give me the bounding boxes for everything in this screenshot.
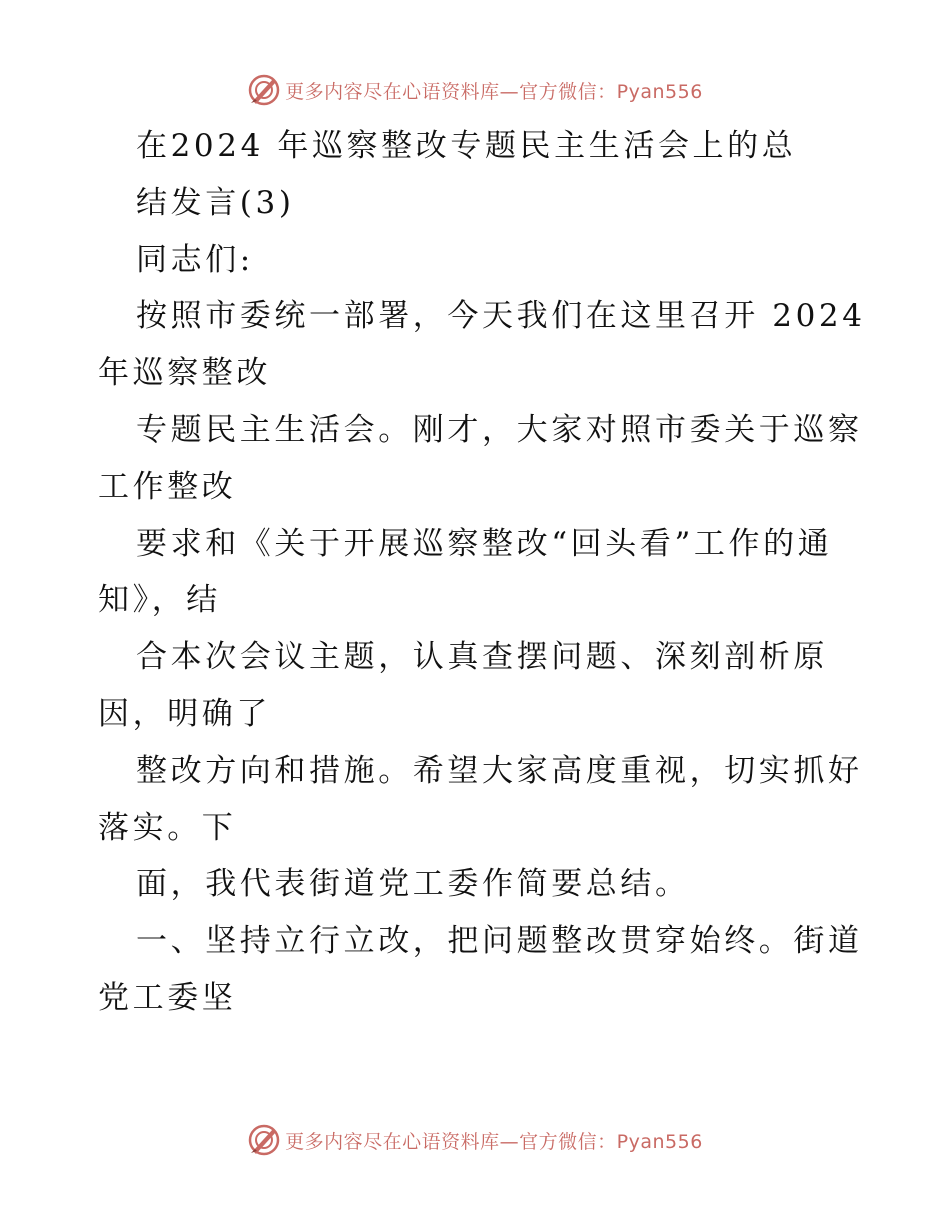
salutation: 同志们: [136, 241, 254, 278]
header-watermark-text: 更多内容尽在心语资料库—官方微信：Pyan556 [285, 80, 703, 103]
title-line-2: 结发言(3) [136, 184, 295, 221]
document-body [98, 118, 866, 1027]
pen-logo-icon [247, 73, 281, 107]
paragraph-line: 落实。下 [98, 809, 237, 846]
paragraph-line: 年巡察整改 [98, 355, 271, 392]
paragraph-line: 面，我代表街道党工委作简要总结。 [136, 866, 690, 903]
footer-watermark [0, 1120, 950, 1160]
title-line-1: 在2024 年巡察整改专题民主生活会上的总 [136, 128, 797, 164]
pen-logo-icon [247, 1123, 281, 1157]
paragraph-line: 按照市委统一部署，今天我们在这里召开 2024 [136, 298, 866, 335]
paragraph-line: 党工委坚 [98, 979, 237, 1016]
footer-watermark-text: 更多内容尽在心语资料库—官方微信：Pyan556 [285, 1130, 703, 1153]
section-heading-line: 一、坚持立行立改，把问题整改贯穿始终。街道 [136, 923, 863, 960]
paragraph-line: 要求和《关于开展巡察整改“回头看”工作的通 [136, 525, 833, 562]
paragraph-line: 合本次会议主题，认真查摆问题、深刻剖析原 [136, 639, 828, 676]
paragraph-line: 工作整改 [98, 468, 237, 505]
paragraph-line: 专题民主生活会。刚才，大家对照市委关于巡察 [136, 411, 863, 448]
header-watermark [0, 70, 950, 110]
paragraph-line: 知》，结 [98, 582, 221, 619]
paragraph-line: 整改方向和措施。希望大家高度重视，切实抓好 [136, 752, 863, 789]
paragraph-line: 因，明确了 [98, 695, 271, 732]
